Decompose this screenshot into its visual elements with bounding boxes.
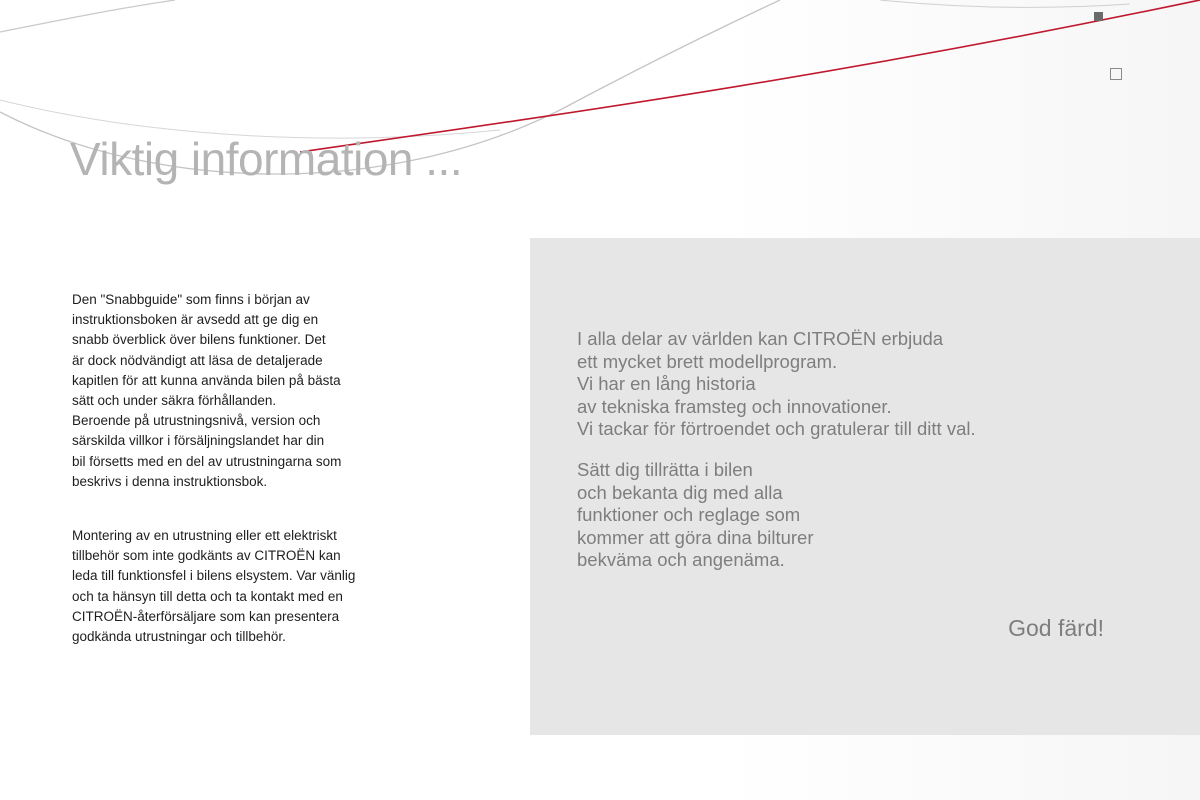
intro-line: beskrivs i denna instruktionsbok.: [72, 473, 268, 489]
intro-line: sätt och under säkra förhållanden.: [72, 393, 277, 409]
warning-line: Montering av en utrustning eller ett elektriskt: [72, 528, 337, 543]
intro-line: är dock nödvändigt att läsa de detaljerade: [72, 352, 323, 368]
warning-line: leda till funktionsfel i bilens elsystem. Var vänlig: [72, 568, 356, 584]
intro-line: Den "Snabbguide" som finns i början av: [72, 292, 310, 307]
accessory-warning-paragraph: [72, 526, 412, 647]
welcome-line: Vi tackar för förtroendet och gratulerar till ditt val.: [577, 418, 976, 439]
invitation-line: Sätt dig tillrätta i bilen: [577, 459, 753, 480]
intro-paragraph: [72, 290, 412, 492]
page-marker-outline-icon: [1110, 68, 1122, 80]
welcome-line: I alla delar av världen kan CITROËN erbjuda: [577, 328, 944, 349]
welcome-line: ett mycket brett modellprogram.: [577, 350, 838, 372]
warning-line: och ta hänsyn till detta och ta kontakt med en: [72, 588, 343, 604]
warning-line: godkända utrustningar och tillbehör.: [72, 629, 286, 645]
intro-line: kapitlen för att kunna använda bilen på bästa: [72, 372, 341, 388]
page-marker-filled-icon: [1094, 12, 1103, 21]
welcome-panel: [530, 238, 1200, 735]
welcome-line: av tekniska framsteg och innovationer.: [577, 395, 892, 417]
invitation-line: funktioner och reglage som: [577, 504, 801, 525]
gray-curve-top-right: [880, 0, 1130, 7]
page-title: Viktig information ...: [70, 133, 463, 185]
invitation-line: och bekanta dig med alla: [577, 481, 783, 503]
intro-line: snabb överblick över bilens funktioner. Det: [72, 332, 326, 348]
intro-line: instruktionsboken är avsedd att ge dig en: [72, 312, 319, 328]
invitation-paragraph: [577, 459, 1177, 572]
invitation-line: bekväma och angenäma.: [577, 549, 785, 570]
red-accent-curve: [300, 0, 1200, 152]
intro-line: Beroende på utrustningsnivå, version och: [72, 413, 321, 429]
intro-line: bil försetts med en del av utrustningarna som: [72, 453, 342, 469]
intro-line: särskilda villkor i försäljningslandet har din: [72, 433, 325, 449]
welcome-paragraph: [577, 328, 1177, 441]
welcome-line: Vi har en lång historia: [577, 373, 756, 394]
invitation-line: kommer att göra dina bilturer: [577, 526, 814, 548]
gray-curve-top-left: [0, 0, 175, 32]
warning-line: tillbehör som inte godkänts av CITROËN kan: [72, 548, 341, 564]
sign-off: God färd!: [1008, 615, 1104, 641]
warning-line: CITROËN-återförsäljare som kan presentera: [72, 608, 340, 624]
